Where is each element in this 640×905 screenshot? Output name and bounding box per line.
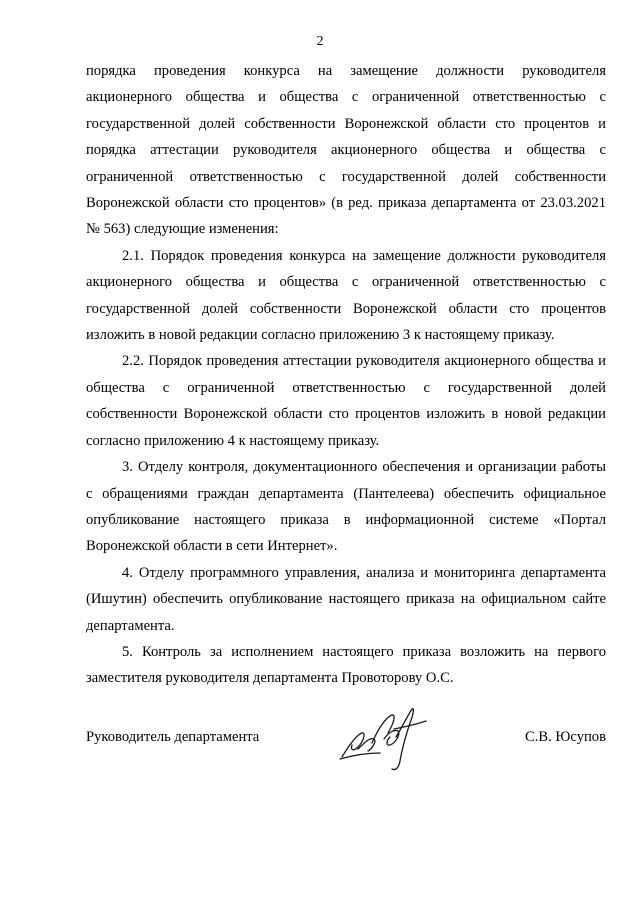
page-number: 2 — [316, 34, 324, 49]
paragraph-4: 4. Отделу программного управления, анализа и мониторинга департамента (Ишутин) обеспечить опубликование настоящего приказа на официальном сайте департамента. — [86, 564, 606, 634]
document-body — [86, 58, 606, 692]
paragraph-3: 3. Отделу контроля, документационного обеспечения и организации работы с обращениями граждан департамента (Пантелеева) обеспечить официальное опубликование настоящего приказа в информационной системе «Портал Воронежской области в сети Интернет». — [86, 459, 606, 555]
signatory-name: С.В. Юсупов — [525, 729, 606, 745]
signature-block — [86, 725, 606, 785]
paragraph-2-1: 2.1. Порядок проведения конкурса на замещение должности руководителя акционерного общества и общества с ограниченной ответственностью с государственной долей собственности Воронежской области сто процентов изложить в новой редакции согласно приложению 3 к настоящему приказу. — [86, 247, 606, 344]
handwritten-signature — [334, 699, 434, 775]
paragraph-2-2: 2.2. Порядок проведения аттестации руководителя акционерного общества и общества с ограниченной ответственностью с государственной долей собственности Воронежской области сто процентов изложить в новой редакции согласно приложению 4 к настоящему приказу. — [86, 353, 606, 449]
paragraph-5: 5. Контроль за исполнением настоящего приказа возложить на первого заместителя руководителя департамента Провоторову О.С. — [86, 643, 606, 687]
signatory-title: Руководитель департамента — [86, 729, 260, 745]
paragraph-continuation: порядка проведения конкурса на замещение должности руководителя акционерного общества и общества с ограниченной ответственностью с государственной долей собственности Воронежской области сто процентов и порядка аттестации руководителя акционерного общества и общества с ограниченной ответственностью с государственной долей собственности Воронежской области сто процентов» (в ред. приказа департамента от 23.03.2021 № 563) следующие изменения: — [86, 63, 606, 238]
